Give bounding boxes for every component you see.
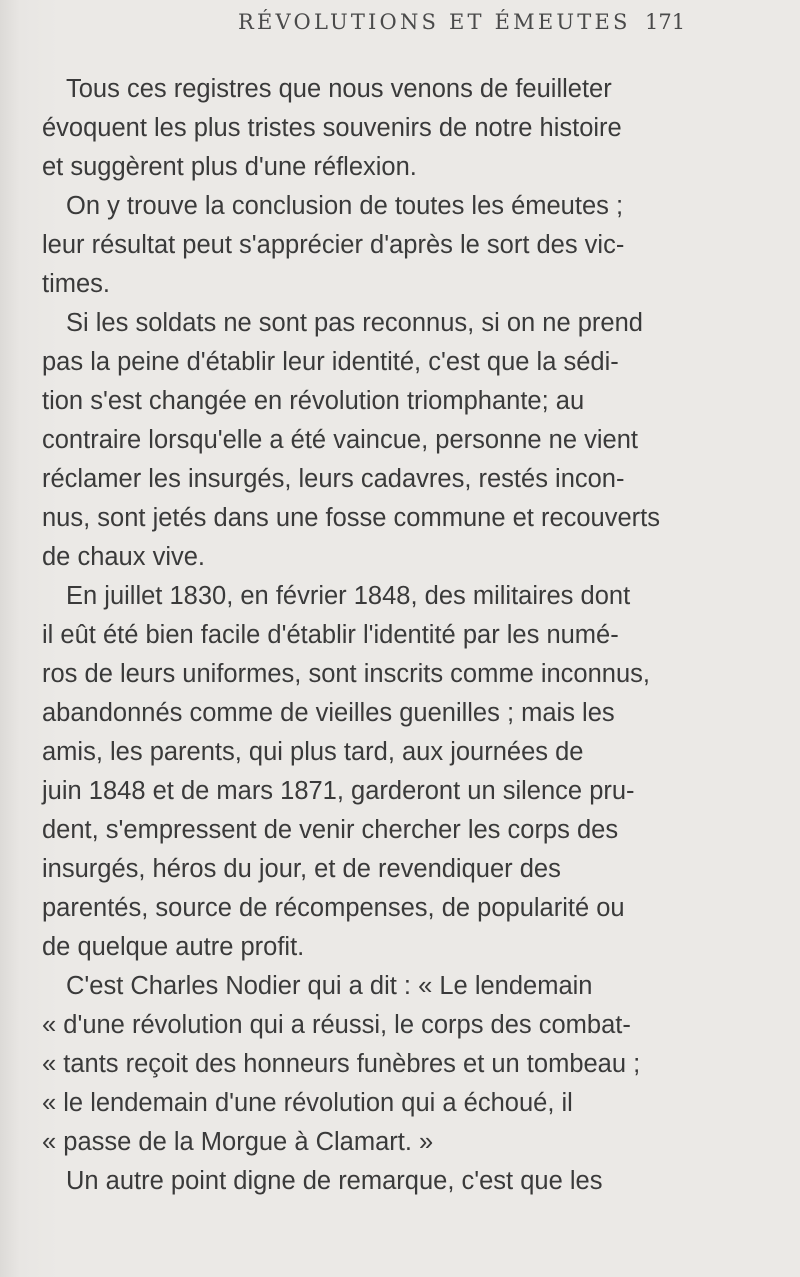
text-line: juin 1848 et de mars 1871, garderont un silence pru- [42, 777, 635, 805]
text-line: Un autre point digne de remarque, c'est que les [66, 1167, 603, 1195]
text-line: nus, sont jetés dans une fosse commune et recouverts [42, 504, 661, 532]
text-line: On y trouve la conclusion de toutes les émeutes ; [66, 192, 624, 220]
page-header [0, 6, 800, 46]
text-line: et suggèrent plus d'une réflexion. [42, 153, 417, 181]
text-line: Si les soldats ne sont pas reconnus, si on ne prend [66, 309, 643, 337]
text-line: leur résultat peut s'apprécier d'après le sort des vic- [42, 231, 625, 259]
text-line: il eût été bien facile d'établir l'identité par les numé- [42, 621, 619, 649]
text-line: En juillet 1830, en février 1848, des militaires dont [66, 582, 631, 610]
text-line: parentés, source de récompenses, de popularité ou [42, 894, 625, 922]
text-line: de quelque autre profit. [42, 933, 305, 961]
text-line: « passe de la Morgue à Clamart. » [42, 1128, 434, 1156]
text-line: abandonnés comme de vieilles guenilles ; mais les [42, 699, 615, 727]
text-line: évoquent les plus tristes souvenirs de notre histoire [42, 114, 622, 142]
text-line: ros de leurs uniformes, sont inscrits comme inconnus, [42, 660, 650, 688]
text-line: insurgés, héros du jour, et de revendiquer des [42, 855, 561, 883]
text-line: « tants reçoit des honneurs funèbres et un tombeau ; [42, 1050, 641, 1078]
page-number: 171 [645, 10, 686, 34]
text-line: amis, les parents, qui plus tard, aux journées de [42, 738, 584, 766]
text-line: réclamer les insurgés, leurs cadavres, restés incon- [42, 465, 625, 493]
text-line: Tous ces registres que nous venons de feuilleter [66, 75, 612, 103]
text-line: « le lendemain d'une révolution qui a échoué, il [42, 1089, 573, 1117]
text-line: de chaux vive. [42, 543, 206, 571]
text-line: times. [42, 270, 111, 298]
text-line: « d'une révolution qui a réussi, le corps des combat- [42, 1011, 631, 1039]
text-line: C'est Charles Nodier qui a dit : « Le lendemain [66, 972, 593, 1000]
text-line: pas la peine d'établir leur identité, c'est que la sédi- [42, 348, 619, 376]
text-line: tion s'est changée en révolution triomphante; au [42, 387, 585, 415]
running-title: RÉVOLUTIONS ET ÉMEUTES [238, 10, 631, 34]
text-line: dent, s'empressent de venir chercher les corps des [42, 816, 619, 844]
text-line: contraire lorsqu'elle a été vaincue, personne ne vient [42, 426, 638, 454]
